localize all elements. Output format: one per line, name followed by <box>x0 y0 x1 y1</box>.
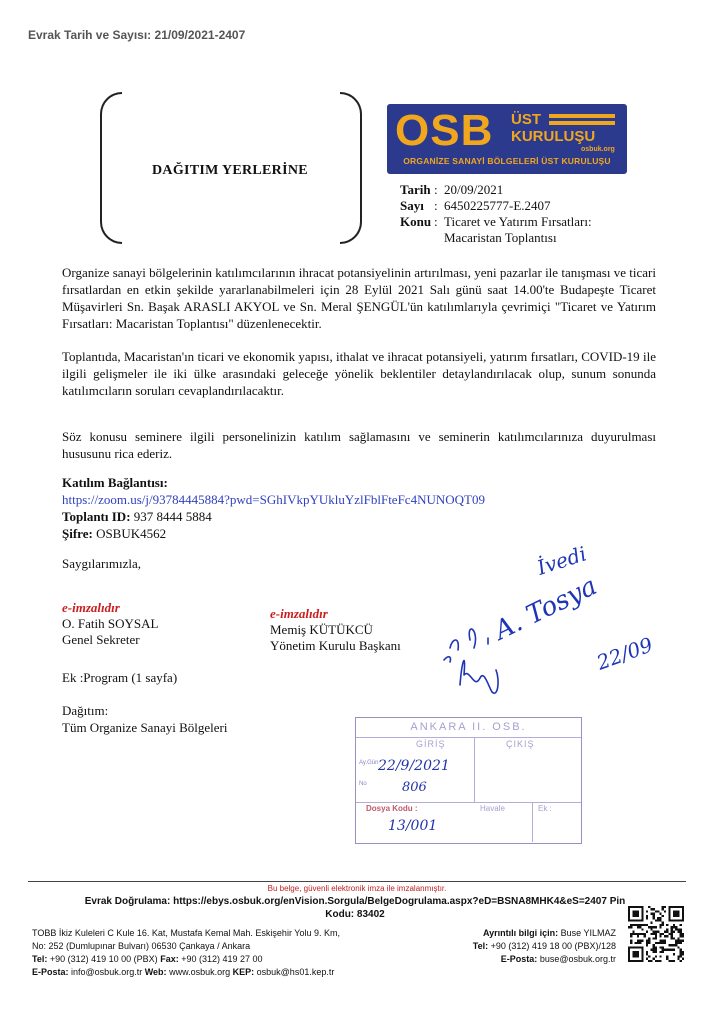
verify-url[interactable]: https://ebys.osbuk.org/enVision.Sorgula/BelgeDogrulama.aspx?eD=BSNA8MHK4&eS=2407 <box>173 896 607 907</box>
stamp-referral-label: Havale <box>480 804 505 813</box>
pin-label: Pin Kodu: <box>325 896 626 920</box>
signer-title-1: Genel Sekreter <box>62 632 140 647</box>
meta-date-row: Tarih : 20/09/2021 <box>400 182 504 197</box>
handwritten-date: 22/09 <box>593 632 656 675</box>
contact-email-line: E-Posta: buse@osbuk.org.tr <box>500 954 616 964</box>
stamp-file-code-label: Dosya Kodu : <box>366 804 418 813</box>
signer-name-1: O. Fatih SOYSAL <box>62 616 159 631</box>
meta-subject-value: Ticaret ve Yatırım Fırsatları: <box>444 214 592 229</box>
handwritten-name: A. Tosya <box>489 571 602 647</box>
stamp-handwritten-number: 806 <box>402 780 427 795</box>
signature-block-1 <box>62 600 158 648</box>
footer-address <box>32 927 412 979</box>
distribution-label: Dağıtım: <box>62 703 109 718</box>
footer-divider <box>28 881 686 882</box>
document-reference: Evrak Tarih ve Sayısı: 21/09/2021-2407 <box>28 28 246 42</box>
meeting-id-row <box>62 508 485 525</box>
org-kep[interactable]: osbuk@hs01.kep.tr <box>256 967 335 977</box>
signer-title-2: Yönetim Kurulu Başkanı <box>270 638 401 653</box>
meeting-link-label: Katılım Bağlantısı: <box>62 475 168 490</box>
signature-status-1: e-imzalıdır <box>62 600 120 615</box>
logo-brand: OSB <box>395 106 494 155</box>
logo-line2: KURULUŞU <box>511 128 596 145</box>
logo-bars <box>549 114 615 128</box>
attachment-note: Ek :Program (1 sayfa) <box>62 670 178 685</box>
contact-phone: +90 (312) 419 18 00 (PBX)/128 <box>490 941 616 951</box>
online-line: E-Posta: info@osbuk.org.tr Web: www.osbuk.org KEP: osbuk@hs01.kep.tr <box>32 967 335 977</box>
logo-subtitle: ORGANİZE SANAYİ BÖLGELERİ ÜST KURULUŞU <box>403 156 611 166</box>
meeting-password: OSBUK4562 <box>96 526 167 541</box>
signature-status-2: e-imzalıdır <box>270 606 328 621</box>
org-fax: +90 (312) 419 27 00 <box>181 954 263 964</box>
meta-number-row: Sayı : 6450225777-E.2407 <box>400 198 551 213</box>
meta-number-label: Sayı <box>400 198 424 213</box>
verification-line <box>70 895 640 921</box>
stamp-attachment-label: Ek : <box>538 804 552 813</box>
right-bracket <box>340 92 362 244</box>
stamp-title: ANKARA II. OSB. <box>410 721 527 733</box>
meeting-link[interactable]: https://zoom.us/j/93784445884?pwd=SGhIVkpYUkluYzlFblFteFc4NUNOQT09 <box>62 492 485 507</box>
stamp-handwritten-date: 22/9/2021 <box>378 758 450 774</box>
logo-website: osbuk.org <box>581 146 615 153</box>
receipt-stamp <box>355 717 582 844</box>
contact-name: Buse YILMAZ <box>560 928 616 938</box>
logo-line1: ÜST <box>511 111 541 128</box>
signature-block-2 <box>270 606 401 654</box>
contact-phone-line: Tel: +90 (312) 419 18 00 (PBX)/128 <box>472 941 616 951</box>
meeting-id-label: Toplantı ID: <box>62 509 131 524</box>
body-paragraph-1: Organize sanayi bölgelerinin katılımcılarının ihracat potansiyelinin artırılması, yeni pazarlar ile tanışması ve ticari fırsatlardan en etkin şekilde yararlanabilmeleri için 28 Eylül 2021 Salı günü saat 14.00'te Budapeşte Ticaret Müşavirleri Sn. Başak ARASLI AKYOL ve Sn. Meral ŞENGÜL'ün katılımlarıyla çevrimiçi "Ticaret ve Yatırım Fırsatları: Macaristan Toplantısı" düzenlenecektir. <box>62 265 656 331</box>
distribution <box>62 702 227 736</box>
contact-person-line: Ayrıntılı bilgi için: Buse YILMAZ <box>482 928 616 938</box>
meta-number-value: 6450225777-E.2407 <box>444 198 551 213</box>
phone-fax-line: Tel: +90 (312) 419 10 00 (PBX) Fax: +90 (312) 419 27 00 <box>32 954 263 964</box>
address-line-1: TOBB İkiz Kuleleri C Kule 16. Kat, Mustafa Kemal Mah. Eskişehir Yolu 9. Km, <box>32 928 340 938</box>
meeting-id: 937 8444 5884 <box>133 509 212 524</box>
document-meta <box>400 182 592 246</box>
verify-label: Evrak Doğrulama: <box>84 896 171 907</box>
contact-info <box>430 927 616 966</box>
org-phone: +90 (312) 419 10 00 (PBX) <box>49 954 158 964</box>
meeting-info <box>62 474 485 542</box>
stamp-date-labels: Ay.Gün No <box>359 760 379 787</box>
qr-code <box>628 906 684 962</box>
meeting-password-row <box>62 525 485 542</box>
pin-code: 83402 <box>356 909 385 920</box>
meeting-password-label: Şifre: <box>62 526 93 541</box>
meta-date-value: 20/09/2021 <box>444 182 504 197</box>
handwritten-annotation <box>440 520 690 720</box>
body-paragraph-3: Söz konusu seminere ilgili personelinizin katılım sağlamasını ve seminerin katılımcılarınıza duyurulması hususunu rica ederiz. <box>62 429 656 461</box>
meta-subject-row: Konu : Ticaret ve Yatırım Fırsatları: <box>400 214 592 229</box>
address-line-2: No: 252 (Dumlupınar Bulvarı) 06530 Çankaya / Ankara <box>32 941 251 951</box>
recipient-title: DAĞITIM YERLERİNE <box>152 163 308 178</box>
left-bracket <box>100 92 122 244</box>
stamp-handwritten-code: 13/001 <box>388 818 438 834</box>
contact-email[interactable]: buse@osbuk.org.tr <box>539 954 616 964</box>
org-email[interactable]: info@osbuk.org.tr <box>71 967 143 977</box>
osb-logo <box>387 104 627 174</box>
meta-subject-row-2 <box>400 230 592 246</box>
org-website[interactable]: www.osbuk.org <box>169 967 231 977</box>
meta-subject-value-2: Macaristan Toplantısı <box>444 230 557 245</box>
e-signature-notice: Bu belge, güvenli elektronik imza ile imzalanmıştır. <box>267 884 447 893</box>
distribution-value: Tüm Organize Sanayi Bölgeleri <box>62 720 228 735</box>
signer-name-2: Memiş KÜTÜKCÜ <box>270 622 373 637</box>
meta-subject-label: Konu <box>400 214 432 229</box>
stamp-out-label: ÇIKIŞ <box>506 739 535 749</box>
stamp-in-label: GİRİŞ <box>416 739 446 749</box>
closing: Saygılarımızla, <box>62 556 142 571</box>
meta-date-label: Tarih <box>400 182 431 197</box>
body-paragraph-2: Toplantıda, Macaristan'ın ticari ve ekonomik yapısı, ithalat ve ihracat potansiyeli, yatırım fırsatları, COVID-19 ile ilgili gelişmeler ile iki ülke arasındaki geleceğe yönelik beklentiler detaylandırılacak olup, sunum sonunda katılımcıların soruları cevaplandırılacaktır. <box>62 349 656 398</box>
handwritten-urgent: İvedi <box>534 541 590 580</box>
